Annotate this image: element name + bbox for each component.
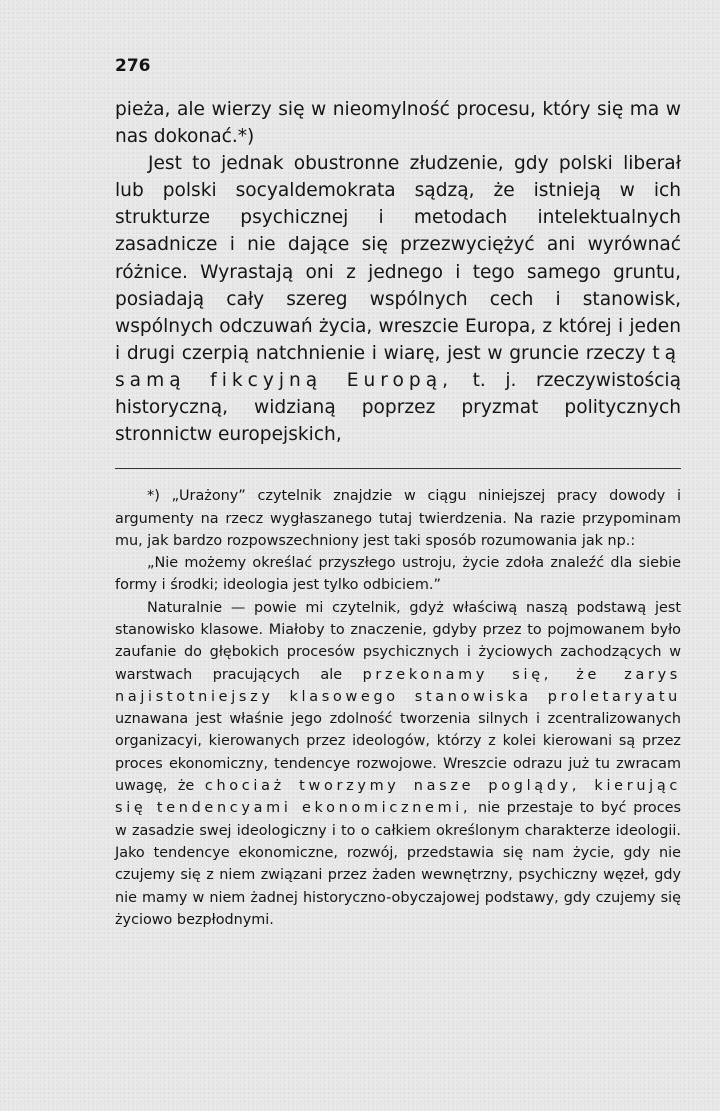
book-page [115, 56, 681, 931]
paragraph-2 [115, 150, 681, 448]
paragraph-2-start: Jest to jednak obustronne złudzenie, gdy polski liberał lub polski socyaldemokrata sądzą, że istnieją w ich strukturze psychicznej i metodach intelektualnych zasadnicze i nie dające się przezwyciężyć ani wyrównać różnice. Wyrastają oni z jednego i tego samego gruntu, posiadają cały szereg wspólnych cech i stanowisk, wspólnych odczuwań życia, wreszcie Europa, z której i jeden i drugi czerpią natchnienie i wiarę, jest w gruncie rzeczy [115, 153, 681, 364]
footnote [115, 485, 681, 931]
emphasis-spaced-europe: tą samą fikcyjną Europą, [115, 342, 681, 391]
footnote-text-c: nie przestaje to być proces w zasadzie swej ideologiczny i to o całkiem określonym charakterze ideologii. Jako tendencye ekonomiczne, rozwój, przedstawia się nam życie, gdy nie czujemy się z niem związani przez żaden wewnętrzny, psychiczny węzeł, gdy nie mamy w niem żadnej historyczno-obyczajowej podstawy, gdy czujemy się życiowo bezpłodnymi. [115, 800, 681, 928]
paragraph-2-end: t. j. rzeczywistością historyczną, widzianą poprzez pryzmat politycznych stronnictw europejskich, [115, 369, 681, 446]
page-number: 276 [115, 56, 151, 76]
footnote-emphasis-1: przekonamy się, że zarys najistotniejszy klasowego stanowiska proletaryatu [115, 666, 681, 705]
footnote-paragraph-3 [115, 597, 681, 931]
footnote-emphasis-2: chociaż tworzymy nasze poglądy, kierując się tendencyami ekonomicznemi, [115, 778, 681, 817]
footnote-text-a: Naturalnie — powie mi czytelnik, gdyż właściwą naszą podstawą jest stanowisko klasowe. Miałoby to znaczenie, gdyby przez to pojmowanem było zaufanie do głębokich procesów psychicznych i życiowych zachodzących w warstwach pracujących ale [115, 599, 681, 683]
main-text [115, 96, 681, 448]
footnote-text-b: uznawana jest właśnie jego zdolność tworzenia silnych i zcentralizowanych organizacyi, kierowanych przez ideologów, którzy z kolei kierowani są przez proces ekonomiczny, tendencye rozwojowe. Wreszcie odrazu już tu zwracam uwagę, że [115, 711, 681, 795]
footnote-quote: „Nie możemy określać przyszłego ustroju, życie zdoła znaleźć dla siebie formy i środki; ideologia jest tylko odbiciem.” [115, 555, 681, 594]
footnote-paragraph-1: *) „Urażony” czytelnik znajdzie w ciągu niniejszej pracy dowody i argumenty na rzecz wygłaszanego tutaj twierdzenia. Na razie przypominam mu, jak bardzo rozpowszechniony jest taki sposób rozumowania jak np.: [115, 488, 681, 549]
footnote-divider [115, 468, 681, 469]
paragraph-1: pieża, ale wierzy się w nieomylność procesu, który się ma w nas dokonać.*) [115, 99, 681, 148]
